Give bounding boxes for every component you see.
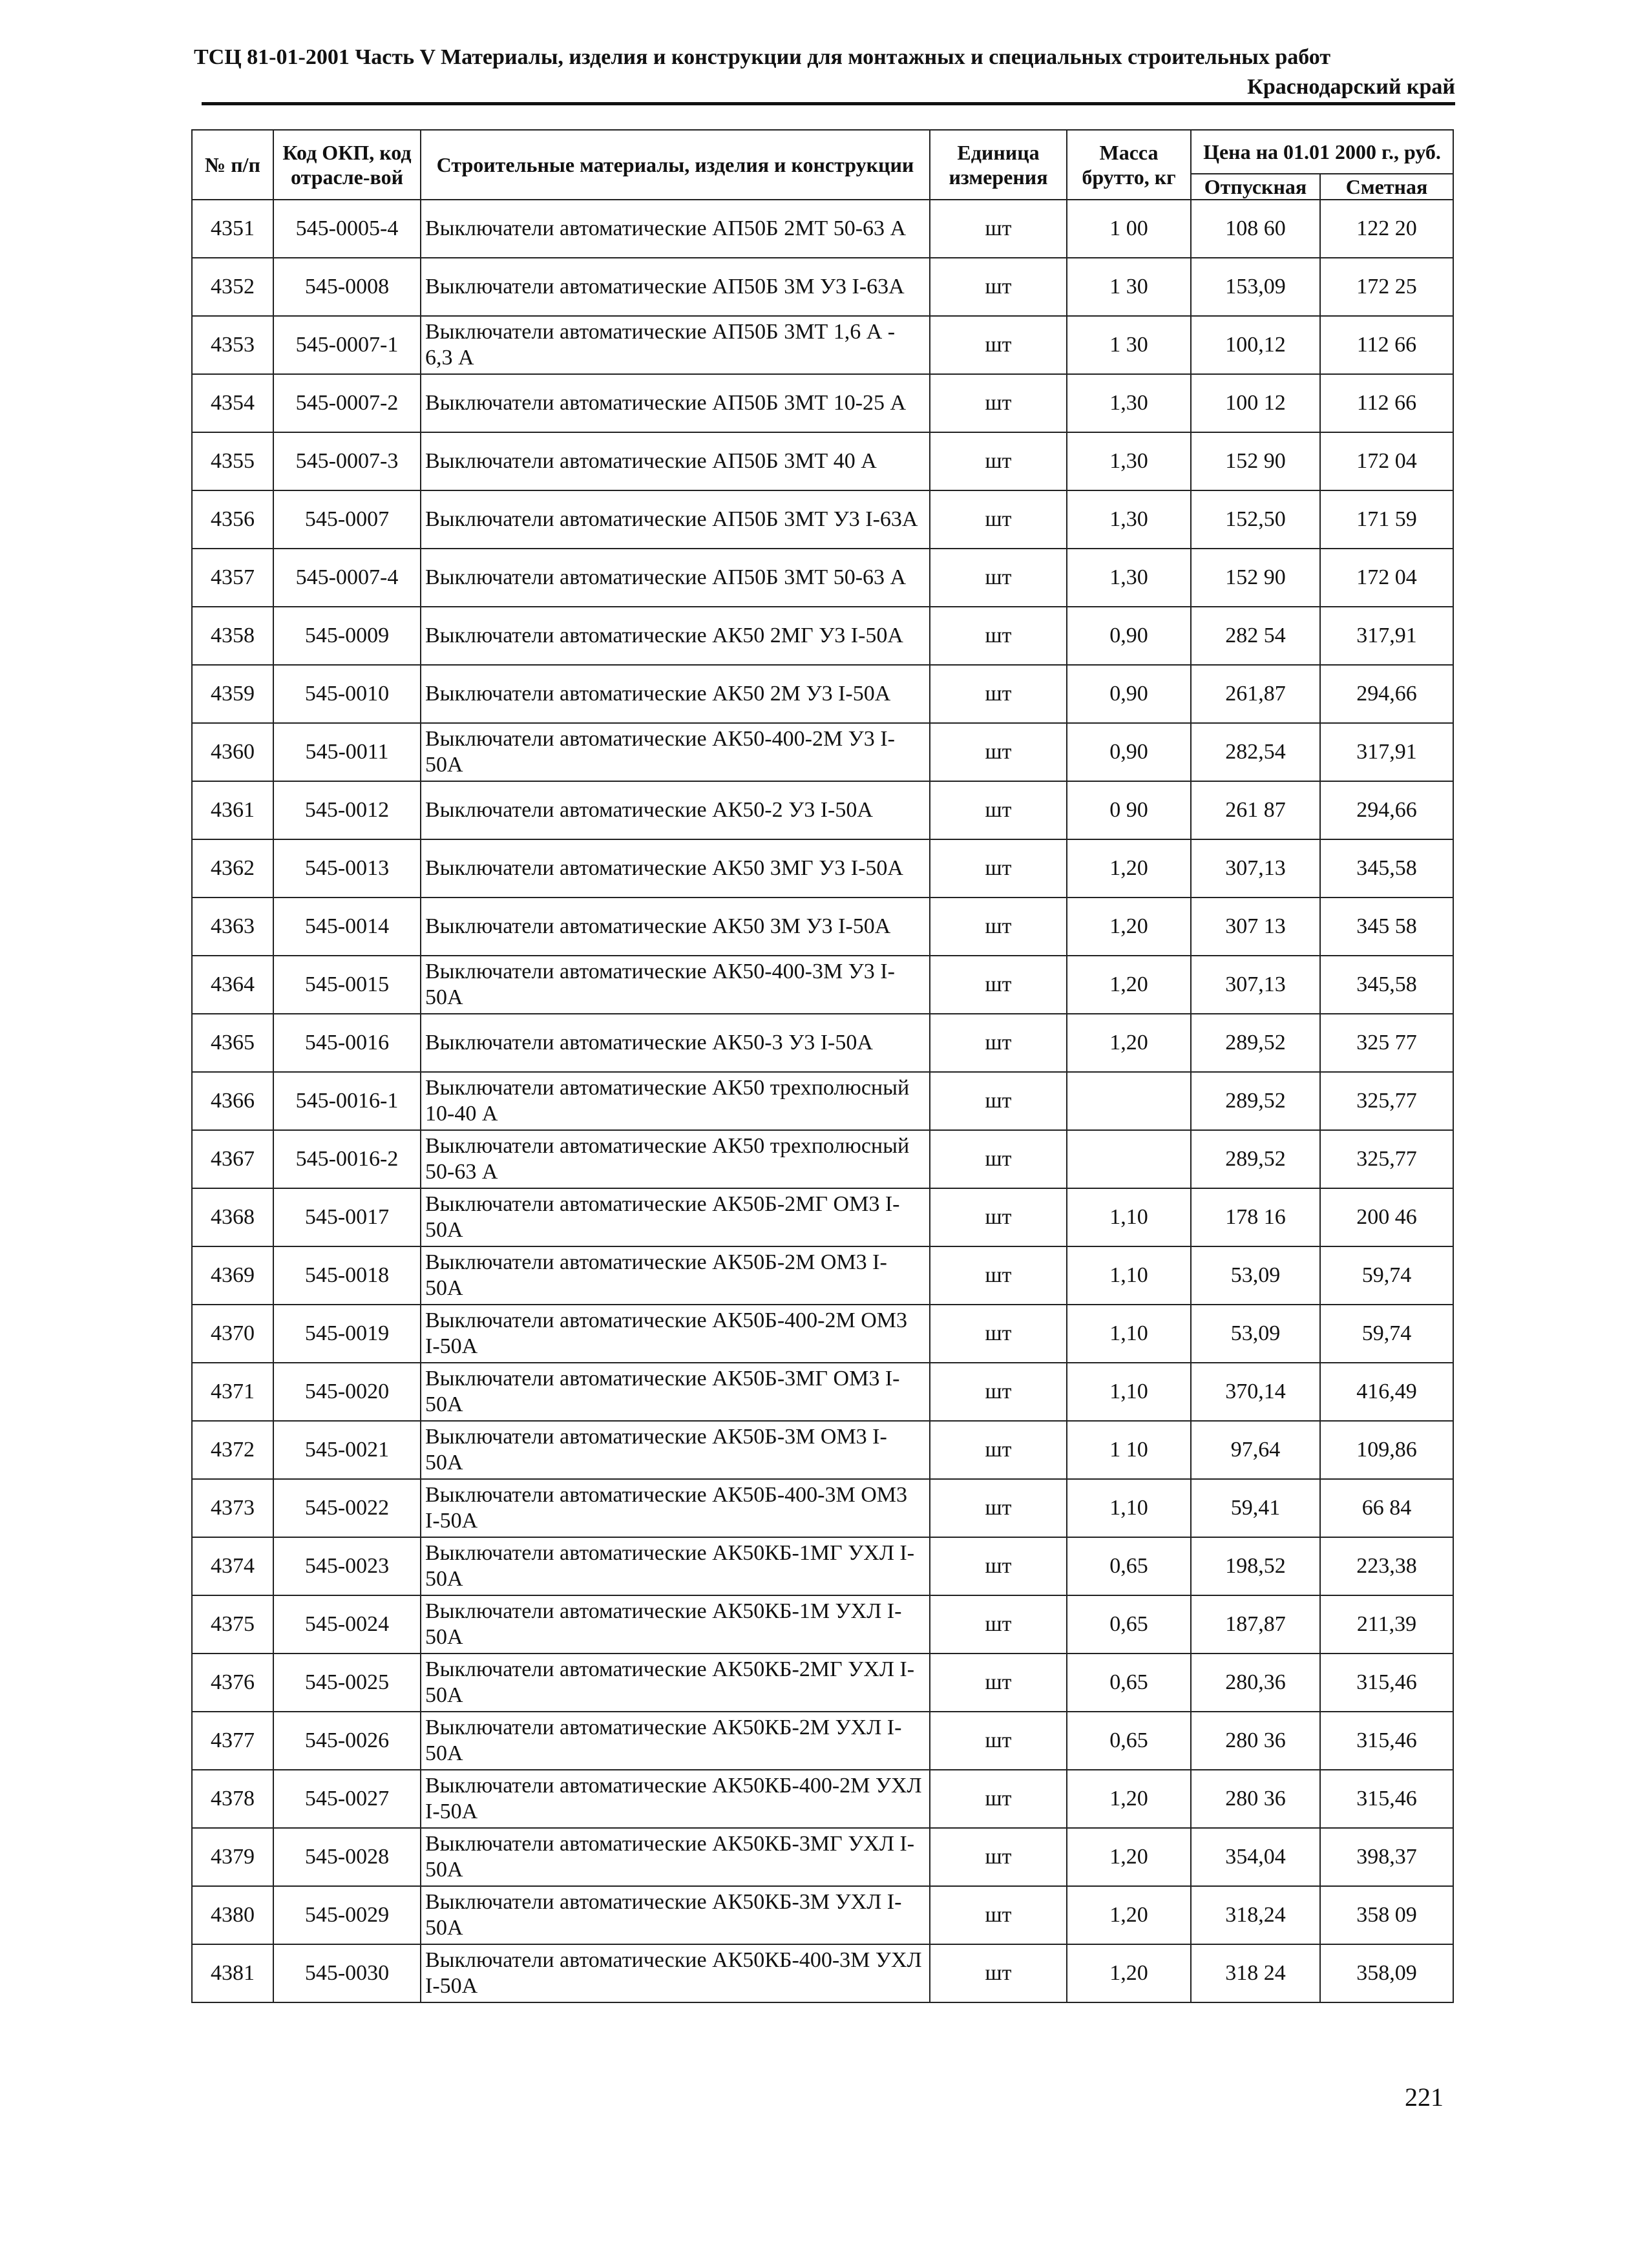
table-row: [192, 432, 1453, 490]
okp-code: 545-0013: [273, 839, 421, 898]
release-price: 178 16: [1191, 1188, 1320, 1246]
row-number: 4353: [192, 316, 273, 374]
okp-code: 545-0030: [273, 1944, 421, 2002]
mass: [1067, 1072, 1191, 1130]
unit: шт: [930, 374, 1067, 432]
mass: 1 30: [1067, 316, 1191, 374]
estimate-price: 172 25: [1320, 258, 1453, 316]
row-number: 4358: [192, 607, 273, 665]
unit: шт: [930, 432, 1067, 490]
row-number: 4351: [192, 200, 273, 258]
material-name: Выключатели автоматические АК50-2 У3 I-50А: [421, 781, 930, 839]
table-row: [192, 258, 1453, 316]
estimate-price: 325 77: [1320, 1014, 1453, 1072]
release-price: 318,24: [1191, 1886, 1320, 1944]
estimate-price: 315,46: [1320, 1712, 1453, 1770]
okp-code: 545-0016-1: [273, 1072, 421, 1130]
unit: шт: [930, 723, 1067, 781]
estimate-price: 172 04: [1320, 549, 1453, 607]
unit: шт: [930, 1130, 1067, 1188]
table-row: [192, 1246, 1453, 1305]
release-price: 282 54: [1191, 607, 1320, 665]
okp-code: 545-0005-4: [273, 200, 421, 258]
row-number: 4354: [192, 374, 273, 432]
estimate-price: 59,74: [1320, 1246, 1453, 1305]
document-title: ТСЦ 81-01-2001 Часть V Материалы, изделия и конструкции для монтажных и специальных строительных работ: [194, 45, 1331, 69]
material-name: Выключатели автоматические АК50 трехполюсный 50-63 А: [421, 1130, 930, 1188]
mass: 0,90: [1067, 607, 1191, 665]
mass: 1 00: [1067, 200, 1191, 258]
table-row: [192, 316, 1453, 374]
release-price: 370,14: [1191, 1363, 1320, 1421]
material-name: Выключатели автоматические АК50 2МГ У3 I-50А: [421, 607, 930, 665]
col-header-release: Отпускная: [1191, 174, 1320, 200]
release-price: 280 36: [1191, 1712, 1320, 1770]
material-name: Выключатели автоматические АК50Б-2МГ ОМ3 I-50А: [421, 1188, 930, 1246]
okp-code: 545-0028: [273, 1828, 421, 1886]
row-number: 4364: [192, 956, 273, 1014]
row-number: 4371: [192, 1363, 273, 1421]
mass: 1,20: [1067, 898, 1191, 956]
release-price: 261,87: [1191, 665, 1320, 723]
okp-code: 545-0023: [273, 1537, 421, 1595]
mass: 1,20: [1067, 1886, 1191, 1944]
estimate-price: 171 59: [1320, 490, 1453, 549]
col-header-num: № п/п: [192, 130, 273, 200]
table-row: [192, 1014, 1453, 1072]
unit: шт: [930, 1944, 1067, 2002]
row-number: 4368: [192, 1188, 273, 1246]
row-number: 4357: [192, 549, 273, 607]
col-header-estimate: Сметная: [1320, 174, 1453, 200]
mass: 1,20: [1067, 1828, 1191, 1886]
release-price: 187,87: [1191, 1595, 1320, 1654]
unit: шт: [930, 1770, 1067, 1828]
col-header-mass: Масса брутто, кг: [1067, 130, 1191, 200]
row-number: 4355: [192, 432, 273, 490]
okp-code: 545-0018: [273, 1246, 421, 1305]
mass: 1,20: [1067, 839, 1191, 898]
row-number: 4381: [192, 1944, 273, 2002]
row-number: 4376: [192, 1654, 273, 1712]
estimate-price: 172 04: [1320, 432, 1453, 490]
estimate-price: 294,66: [1320, 665, 1453, 723]
mass: 1,10: [1067, 1363, 1191, 1421]
row-number: 4370: [192, 1305, 273, 1363]
estimate-price: 112 66: [1320, 316, 1453, 374]
okp-code: 545-0016-2: [273, 1130, 421, 1188]
row-number: 4352: [192, 258, 273, 316]
mass: 0,90: [1067, 665, 1191, 723]
row-number: 4372: [192, 1421, 273, 1479]
mass: 1,10: [1067, 1479, 1191, 1537]
release-price: 198,52: [1191, 1537, 1320, 1595]
unit: шт: [930, 607, 1067, 665]
unit: шт: [930, 549, 1067, 607]
unit: шт: [930, 1305, 1067, 1363]
release-price: 152 90: [1191, 549, 1320, 607]
table-row: [192, 1479, 1453, 1537]
estimate-price: 315,46: [1320, 1770, 1453, 1828]
material-name: Выключатели автоматические АК50КБ-1МГ УХЛ I-50А: [421, 1537, 930, 1595]
mass: 0,65: [1067, 1595, 1191, 1654]
table-row: [192, 1770, 1453, 1828]
table-row: [192, 607, 1453, 665]
release-price: 97,64: [1191, 1421, 1320, 1479]
row-number: 4360: [192, 723, 273, 781]
table-row: [192, 1130, 1453, 1188]
mass: 1,10: [1067, 1188, 1191, 1246]
unit: шт: [930, 1595, 1067, 1654]
material-name: Выключатели автоматические АК50-400-3М У3 I-50А: [421, 956, 930, 1014]
col-header-price: Цена на 01.01 2000 г., руб.: [1191, 130, 1453, 174]
table-row: [192, 1654, 1453, 1712]
mass: 0,90: [1067, 723, 1191, 781]
okp-code: 545-0007-1: [273, 316, 421, 374]
table-body: [192, 200, 1453, 2002]
okp-code: 545-0007: [273, 490, 421, 549]
material-name: Выключатели автоматические АК50 3МГ У3 I-50А: [421, 839, 930, 898]
release-price: 307,13: [1191, 956, 1320, 1014]
row-number: 4367: [192, 1130, 273, 1188]
unit: шт: [930, 1014, 1067, 1072]
mass: 1 10: [1067, 1421, 1191, 1479]
okp-code: 545-0010: [273, 665, 421, 723]
material-name: Выключатели автоматические АП50Б 3МТ 1,6 А - 6,3 А: [421, 316, 930, 374]
material-name: Выключатели автоматические АК50КБ-400-2М УХЛ I-50А: [421, 1770, 930, 1828]
col-header-unit: Единица измерения: [930, 130, 1067, 200]
estimate-price: 345,58: [1320, 956, 1453, 1014]
table-row: [192, 1886, 1453, 1944]
material-name: Выключатели автоматические АП50Б 3МТ 50-63 А: [421, 549, 930, 607]
material-name: Выключатели автоматические АК50 2М У3 I-50А: [421, 665, 930, 723]
material-name: Выключатели автоматические АК50КБ-3М УХЛ I-50А: [421, 1886, 930, 1944]
okp-code: 545-0026: [273, 1712, 421, 1770]
material-name: Выключатели автоматические АК50-400-2М У3 I-50А: [421, 723, 930, 781]
release-price: 318 24: [1191, 1944, 1320, 2002]
release-price: 100 12: [1191, 374, 1320, 432]
estimate-price: 325,77: [1320, 1072, 1453, 1130]
estimate-price: 317,91: [1320, 723, 1453, 781]
estimate-price: 109,86: [1320, 1421, 1453, 1479]
mass: 1,20: [1067, 956, 1191, 1014]
material-name: Выключатели автоматические АП50Б 3МТ 10-25 А: [421, 374, 930, 432]
table-row: [192, 1537, 1453, 1595]
release-price: 354,04: [1191, 1828, 1320, 1886]
release-price: 289,52: [1191, 1072, 1320, 1130]
material-name: Выключатели автоматические АК50Б-400-3М ОМ3 I-50А: [421, 1479, 930, 1537]
okp-code: 545-0011: [273, 723, 421, 781]
mass: [1067, 1130, 1191, 1188]
material-name: Выключатели автоматические АП50Б 2МТ 50-63 А: [421, 200, 930, 258]
unit: шт: [930, 1537, 1067, 1595]
release-price: 307,13: [1191, 839, 1320, 898]
table-row: [192, 1305, 1453, 1363]
row-number: 4374: [192, 1537, 273, 1595]
unit: шт: [930, 1479, 1067, 1537]
table-row: [192, 781, 1453, 839]
mass: 1,30: [1067, 432, 1191, 490]
estimate-price: 122 20: [1320, 200, 1453, 258]
row-number: 4365: [192, 1014, 273, 1072]
estimate-price: 345,58: [1320, 839, 1453, 898]
table-row: [192, 549, 1453, 607]
row-number: 4377: [192, 1712, 273, 1770]
material-name: Выключатели автоматические АК50КБ-400-3М УХЛ I-50А: [421, 1944, 930, 2002]
release-price: 53,09: [1191, 1246, 1320, 1305]
release-price: 152,50: [1191, 490, 1320, 549]
table-row: [192, 1072, 1453, 1130]
okp-code: 545-0007-2: [273, 374, 421, 432]
row-number: 4380: [192, 1886, 273, 1944]
unit: шт: [930, 781, 1067, 839]
table-row: [192, 1944, 1453, 2002]
estimate-price: 200 46: [1320, 1188, 1453, 1246]
mass: 0,65: [1067, 1712, 1191, 1770]
unit: шт: [930, 1828, 1067, 1886]
okp-code: 545-0025: [273, 1654, 421, 1712]
mass: 1,30: [1067, 490, 1191, 549]
table-row: [192, 956, 1453, 1014]
okp-code: 545-0027: [273, 1770, 421, 1828]
okp-code: 545-0019: [273, 1305, 421, 1363]
mass: 1,20: [1067, 1014, 1191, 1072]
row-number: 4361: [192, 781, 273, 839]
estimate-price: 325,77: [1320, 1130, 1453, 1188]
release-price: 282,54: [1191, 723, 1320, 781]
mass: 1,10: [1067, 1305, 1191, 1363]
material-name: Выключатели автоматические АК50-3 У3 I-50А: [421, 1014, 930, 1072]
table-row: [192, 1828, 1453, 1886]
table-row: [192, 839, 1453, 898]
okp-code: 545-0014: [273, 898, 421, 956]
mass: 1 30: [1067, 258, 1191, 316]
mass: 1,20: [1067, 1770, 1191, 1828]
unit: шт: [930, 258, 1067, 316]
mass: 0,65: [1067, 1654, 1191, 1712]
table-row: [192, 1595, 1453, 1654]
okp-code: 545-0020: [273, 1363, 421, 1421]
release-price: 289,52: [1191, 1130, 1320, 1188]
row-number: 4379: [192, 1828, 273, 1886]
table-row: [192, 1188, 1453, 1246]
okp-code: 545-0029: [273, 1886, 421, 1944]
table-row: [192, 200, 1453, 258]
material-name: Выключатели автоматические АП50Б 3МТ 40 А: [421, 432, 930, 490]
okp-code: 545-0007-3: [273, 432, 421, 490]
release-price: 280,36: [1191, 1654, 1320, 1712]
region-label: Краснодарский край: [1247, 75, 1455, 99]
estimate-price: 398,37: [1320, 1828, 1453, 1886]
material-name: Выключатели автоматические АК50КБ-3МГ УХЛ I-50А: [421, 1828, 930, 1886]
estimate-price: 294,66: [1320, 781, 1453, 839]
unit: шт: [930, 490, 1067, 549]
header-rule: [202, 102, 1455, 105]
release-price: 100,12: [1191, 316, 1320, 374]
estimate-price: 223,38: [1320, 1537, 1453, 1595]
unit: шт: [930, 200, 1067, 258]
unit: шт: [930, 898, 1067, 956]
okp-code: 545-0008: [273, 258, 421, 316]
okp-code: 545-0017: [273, 1188, 421, 1246]
unit: шт: [930, 1654, 1067, 1712]
unit: шт: [930, 665, 1067, 723]
okp-code: 545-0021: [273, 1421, 421, 1479]
estimate-price: 59,74: [1320, 1305, 1453, 1363]
materials-table: [191, 129, 1454, 2003]
mass: 0,65: [1067, 1537, 1191, 1595]
estimate-price: 211,39: [1320, 1595, 1453, 1654]
okp-code: 545-0024: [273, 1595, 421, 1654]
material-name: Выключатели автоматические АК50Б-3МГ ОМ3 I-50А: [421, 1363, 930, 1421]
row-number: 4363: [192, 898, 273, 956]
estimate-price: 345 58: [1320, 898, 1453, 956]
unit: шт: [930, 956, 1067, 1014]
row-number: 4378: [192, 1770, 273, 1828]
estimate-price: 66 84: [1320, 1479, 1453, 1537]
release-price: 59,41: [1191, 1479, 1320, 1537]
unit: шт: [930, 1363, 1067, 1421]
table-row: [192, 1363, 1453, 1421]
okp-code: 545-0012: [273, 781, 421, 839]
material-name: Выключатели автоматические АК50Б-400-2М ОМ3 I-50А: [421, 1305, 930, 1363]
mass: 1,20: [1067, 1944, 1191, 2002]
estimate-price: 315,46: [1320, 1654, 1453, 1712]
release-price: 153,09: [1191, 258, 1320, 316]
material-name: Выключатели автоматические АК50Б-2М ОМ3 I-50А: [421, 1246, 930, 1305]
row-number: 4359: [192, 665, 273, 723]
material-name: Выключатели автоматические АК50 трехполюсный 10-40 А: [421, 1072, 930, 1130]
unit: шт: [930, 839, 1067, 898]
okp-code: 545-0009: [273, 607, 421, 665]
release-price: 289,52: [1191, 1014, 1320, 1072]
row-number: 4362: [192, 839, 273, 898]
unit: шт: [930, 1712, 1067, 1770]
row-number: 4366: [192, 1072, 273, 1130]
estimate-price: 358 09: [1320, 1886, 1453, 1944]
mass: 1,30: [1067, 549, 1191, 607]
mass: 0 90: [1067, 781, 1191, 839]
table-row: [192, 374, 1453, 432]
estimate-price: 317,91: [1320, 607, 1453, 665]
material-name: Выключатели автоматические АК50КБ-2М УХЛ I-50А: [421, 1712, 930, 1770]
release-price: 152 90: [1191, 432, 1320, 490]
estimate-price: 358,09: [1320, 1944, 1453, 2002]
page-number: 221: [1405, 2083, 1444, 2112]
estimate-price: 416,49: [1320, 1363, 1453, 1421]
table-row: [192, 665, 1453, 723]
unit: шт: [930, 316, 1067, 374]
estimate-price: 112 66: [1320, 374, 1453, 432]
okp-code: 545-0007-4: [273, 549, 421, 607]
material-name: Выключатели автоматические АП50Б 3МТ У3 I-63А: [421, 490, 930, 549]
col-header-okp: Код ОКП, код отрасле-вой: [273, 130, 421, 200]
unit: шт: [930, 1188, 1067, 1246]
okp-code: 545-0022: [273, 1479, 421, 1537]
mass: 1,10: [1067, 1246, 1191, 1305]
unit: шт: [930, 1886, 1067, 1944]
row-number: 4356: [192, 490, 273, 549]
unit: шт: [930, 1421, 1067, 1479]
table-row: [192, 723, 1453, 781]
table-row: [192, 898, 1453, 956]
material-name: Выключатели автоматические АП50Б 3М У3 I-63А: [421, 258, 930, 316]
row-number: 4369: [192, 1246, 273, 1305]
release-price: 307 13: [1191, 898, 1320, 956]
table-row: [192, 1712, 1453, 1770]
table-row: [192, 1421, 1453, 1479]
material-name: Выключатели автоматические АК50Б-3М ОМ3 I-50А: [421, 1421, 930, 1479]
row-number: 4375: [192, 1595, 273, 1654]
okp-code: 545-0015: [273, 956, 421, 1014]
material-name: Выключатели автоматические АК50КБ-2МГ УХЛ I-50А: [421, 1654, 930, 1712]
col-header-name: Строительные материалы, изделия и конструкции: [421, 130, 930, 200]
release-price: 261 87: [1191, 781, 1320, 839]
release-price: 280 36: [1191, 1770, 1320, 1828]
row-number: 4373: [192, 1479, 273, 1537]
release-price: 53,09: [1191, 1305, 1320, 1363]
release-price: 108 60: [1191, 200, 1320, 258]
unit: шт: [930, 1072, 1067, 1130]
okp-code: 545-0016: [273, 1014, 421, 1072]
unit: шт: [930, 1246, 1067, 1305]
mass: 1,30: [1067, 374, 1191, 432]
material-name: Выключатели автоматические АК50КБ-1М УХЛ I-50А: [421, 1595, 930, 1654]
table-row: [192, 490, 1453, 549]
material-name: Выключатели автоматические АК50 3М У3 I-50А: [421, 898, 930, 956]
page-header: [194, 45, 1455, 100]
